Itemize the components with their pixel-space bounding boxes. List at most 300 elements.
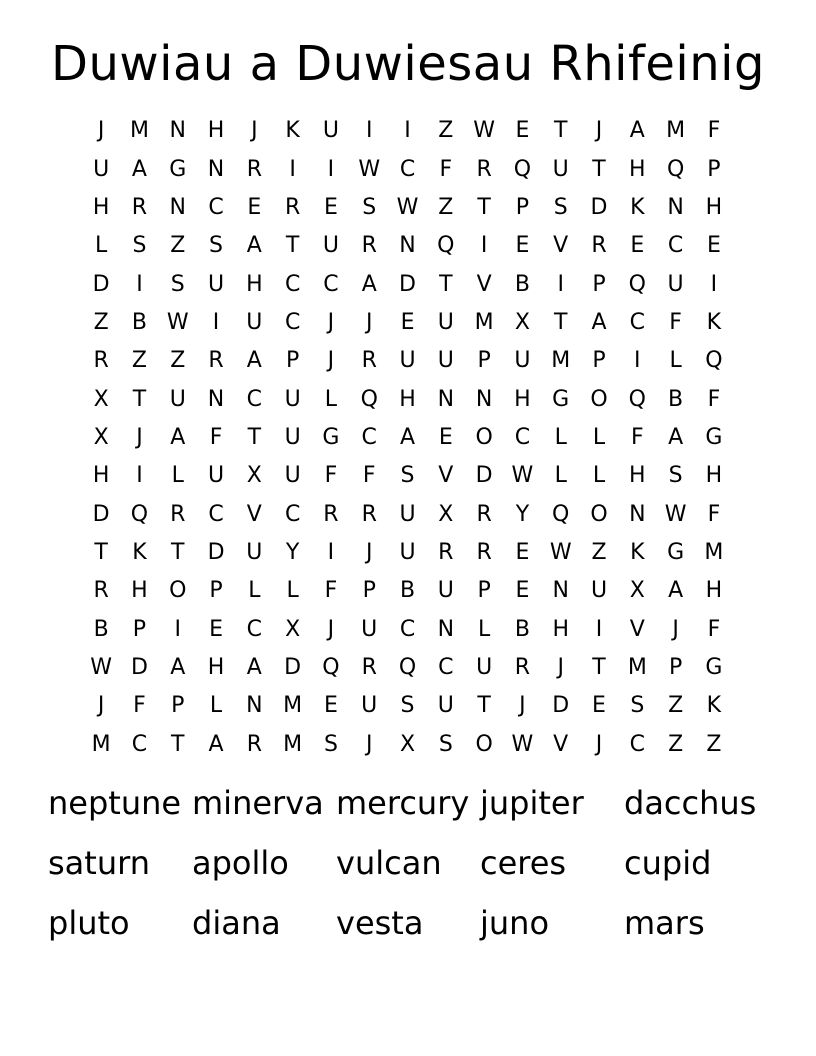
grid-letter: S — [209, 233, 224, 259]
word-list-item: juno — [480, 904, 550, 942]
word-list-item: vesta — [336, 904, 424, 942]
grid-letter: P — [707, 156, 721, 182]
grid-letter: T — [592, 654, 606, 680]
grid-letter: Z — [438, 194, 454, 220]
grid-letter: A — [208, 731, 224, 757]
word-list-item: cupid — [624, 844, 712, 882]
grid-letter: U — [476, 654, 493, 680]
grid-letter: T — [171, 539, 185, 565]
grid-letter: C — [514, 424, 531, 450]
grid-letter: D — [399, 271, 416, 297]
grid-letter: U — [590, 578, 608, 604]
grid-letter: I — [365, 118, 373, 144]
grid-letter: F — [133, 693, 146, 719]
grid-letter: I — [174, 616, 181, 642]
grid-letter: N — [207, 156, 225, 182]
grid-letter: T — [171, 731, 185, 757]
grid-letter: U — [399, 348, 416, 374]
grid-letter: A — [170, 424, 186, 450]
word-list-item: dacchus — [624, 784, 757, 822]
grid-letter: I — [327, 539, 335, 565]
word-list-item: neptune — [48, 784, 182, 822]
grid-letter: F — [669, 309, 682, 335]
grid-letter: M — [91, 731, 111, 757]
grid-letter: H — [207, 118, 225, 144]
grid-letter: W — [511, 463, 534, 489]
grid-letter: C — [284, 501, 301, 527]
grid-letter: R — [438, 539, 454, 565]
grid-letter: U — [437, 309, 454, 335]
grid-letter: P — [477, 578, 491, 604]
grid-letter: C — [246, 616, 263, 642]
grid-letter: T — [553, 309, 568, 335]
grid-letter: I — [710, 271, 718, 297]
grid-letter: Z — [170, 348, 186, 374]
grid-letter: P — [132, 616, 147, 642]
grid-letter: L — [669, 348, 682, 374]
grid-letter: R — [361, 348, 377, 374]
grid-letter: W — [511, 731, 534, 757]
grid-letter: U — [93, 156, 110, 182]
grid-letter: F — [439, 156, 453, 182]
grid-letter: U — [552, 156, 569, 182]
grid-letter: P — [285, 348, 300, 374]
grid-letter: G — [667, 539, 685, 565]
grid-letter: E — [515, 578, 530, 604]
grid-letter: H — [514, 386, 531, 412]
grid-letter: D — [130, 654, 148, 680]
grid-letter: D — [475, 463, 493, 489]
grid-letter: X — [629, 578, 645, 604]
grid-letter: Q — [666, 156, 685, 182]
grid-letter: I — [557, 271, 564, 297]
grid-letter: Z — [591, 539, 607, 565]
grid-letter: C — [438, 654, 454, 680]
grid-letter: B — [131, 309, 147, 335]
grid-letter: L — [554, 463, 567, 489]
grid-letter: J — [327, 309, 335, 335]
grid-letter: L — [592, 463, 606, 489]
grid-letter: A — [629, 118, 645, 144]
grid-letter: N — [169, 118, 186, 144]
grid-letter: U — [667, 271, 684, 297]
grid-letter: L — [477, 616, 491, 642]
grid-letter: T — [247, 424, 262, 450]
grid-letter: E — [630, 233, 645, 259]
grid-letter: N — [246, 693, 263, 719]
grid-letter: R — [284, 194, 301, 220]
grid-letter: J — [595, 118, 603, 144]
grid-letter: B — [399, 578, 416, 604]
grid-letter: F — [209, 424, 223, 450]
grid-letter: C — [131, 731, 148, 757]
grid-letter: G — [705, 424, 723, 450]
grid-letter: T — [592, 156, 606, 182]
grid-letter: H — [705, 463, 723, 489]
grid-letter: Z — [438, 118, 454, 144]
grid-letter: A — [246, 654, 262, 680]
grid-letter: F — [707, 501, 721, 527]
word-list-item: jupiter — [480, 784, 584, 822]
grid-letter: C — [284, 271, 301, 297]
grid-letter: C — [667, 233, 684, 259]
grid-letter: E — [400, 309, 415, 335]
grid-letter: H — [552, 616, 569, 642]
grid-letter: J — [557, 654, 564, 680]
grid-letter: X — [93, 424, 109, 450]
grid-letter: V — [629, 616, 645, 642]
grid-letter: Q — [552, 501, 570, 527]
grid-letter: W — [473, 118, 495, 144]
grid-letter: V — [476, 271, 492, 297]
grid-letter: X — [438, 501, 454, 527]
grid-letter: Q — [705, 348, 723, 374]
grid-letter: P — [668, 654, 683, 680]
grid-letter: O — [590, 501, 608, 527]
grid-letter: A — [246, 348, 262, 374]
grid-letter: J — [672, 616, 679, 642]
grid-letter: R — [476, 501, 492, 527]
grid-letter: Z — [131, 348, 147, 374]
grid-letter: E — [323, 693, 338, 719]
grid-letter: T — [553, 118, 568, 144]
grid-letter: E — [438, 424, 453, 450]
grid-letter: U — [322, 118, 339, 144]
grid-letter: G — [705, 654, 723, 680]
grid-letter: A — [668, 424, 684, 450]
grid-letter: M — [283, 693, 303, 719]
grid-letter: S — [438, 731, 453, 757]
grid-letter: F — [707, 118, 721, 144]
grid-letter: V — [553, 731, 569, 757]
grid-letter: F — [324, 463, 338, 489]
grid-letter: D — [590, 194, 608, 220]
grid-letter: E — [515, 118, 530, 144]
grid-letter: H — [92, 194, 110, 220]
grid-letter: H — [131, 578, 148, 604]
grid-letter: I — [136, 271, 143, 297]
grid-letter: W — [396, 194, 419, 220]
grid-letter: D — [207, 539, 225, 565]
grid-letter: J — [97, 693, 105, 719]
grid-letter: F — [324, 578, 338, 604]
grid-letter: N — [552, 578, 569, 604]
grid-letter: N — [207, 386, 225, 412]
grid-letter: U — [284, 386, 301, 412]
grid-letter: S — [553, 194, 568, 220]
grid-letter: S — [400, 693, 415, 719]
grid-letter: T — [132, 386, 147, 412]
grid-letter: B — [514, 616, 530, 642]
grid-letter: L — [171, 463, 184, 489]
grid-letter: P — [362, 578, 376, 604]
grid-letter: R — [323, 501, 339, 527]
grid-letter: C — [399, 156, 416, 182]
grid-letter: F — [707, 616, 721, 642]
grid-letter: S — [400, 463, 415, 489]
grid-letter: V — [438, 463, 454, 489]
grid-letter: Q — [513, 156, 532, 182]
grid-letter: R — [131, 194, 148, 220]
grid-letter: I — [634, 348, 641, 374]
grid-letter: U — [361, 693, 378, 719]
grid-letter: M — [627, 654, 647, 680]
grid-letter: L — [286, 578, 299, 604]
grid-letter: H — [629, 156, 646, 182]
grid-letter: L — [248, 578, 261, 604]
grid-letter: C — [629, 309, 645, 335]
grid-letter: U — [207, 463, 225, 489]
grid-letter: S — [132, 233, 147, 259]
word-list-item: saturn — [48, 844, 150, 882]
grid-letter: N — [629, 501, 646, 527]
grid-letter: Q — [437, 233, 455, 259]
word-list — [48, 778, 768, 958]
grid-letter: P — [592, 348, 606, 374]
grid-letter: P — [477, 348, 491, 374]
grid-letter: A — [361, 271, 377, 297]
grid-letter: D — [92, 271, 110, 297]
grid-letter: U — [437, 578, 454, 604]
grid-letter: X — [246, 463, 262, 489]
grid-letter: Q — [628, 271, 646, 297]
grid-letter: P — [592, 271, 606, 297]
grid-letter: N — [475, 386, 493, 412]
grid-letter: A — [170, 654, 186, 680]
grid-letter: Z — [170, 233, 186, 259]
grid-letter: I — [327, 156, 335, 182]
grid-letter: Q — [628, 386, 646, 412]
grid-letter: R — [476, 156, 492, 182]
grid-letter: T — [477, 693, 491, 719]
grid-letter: Y — [285, 539, 300, 565]
grid-letter: I — [480, 233, 488, 259]
grid-letter: E — [247, 194, 262, 220]
grid-letter: L — [554, 424, 567, 450]
grid-letter: P — [209, 578, 223, 604]
word-list-item: mercury — [336, 784, 470, 822]
grid-letter: H — [399, 386, 416, 412]
grid-letter: E — [323, 194, 338, 220]
grid-letter: S — [170, 271, 185, 297]
grid-letter: J — [365, 731, 373, 757]
word-list-item: apollo — [192, 844, 289, 882]
grid-letter: K — [132, 539, 147, 565]
grid-letter: O — [475, 424, 493, 450]
grid-letter: E — [209, 616, 223, 642]
grid-letter: V — [246, 501, 262, 527]
grid-letter: Q — [398, 654, 417, 680]
grid-letter: U — [246, 309, 263, 335]
grid-letter: E — [706, 233, 721, 259]
grid-letter: F — [707, 386, 721, 412]
grid-letter: N — [437, 616, 455, 642]
grid-letter: J — [97, 118, 105, 144]
grid-letter: B — [668, 386, 684, 412]
grid-letter: K — [706, 309, 722, 335]
grid-letter: J — [365, 309, 373, 335]
grid-letter: R — [208, 348, 224, 374]
word-list-item: minerva — [192, 784, 324, 822]
grid-letter: P — [515, 194, 530, 220]
grid-letter: N — [437, 386, 455, 412]
grid-letter: U — [246, 539, 263, 565]
grid-letter: C — [399, 616, 416, 642]
grid-letter: E — [592, 693, 606, 719]
grid-letter: I — [404, 118, 411, 144]
grid-letter: D — [284, 654, 302, 680]
grid-letter: W — [90, 654, 113, 680]
grid-letter: S — [323, 731, 338, 757]
grid-letter: R — [170, 501, 186, 527]
grid-letter: V — [553, 233, 569, 259]
grid-letter: U — [514, 348, 531, 374]
grid-letter: S — [362, 194, 377, 220]
grid-letter: J — [136, 424, 143, 450]
grid-letter: O — [169, 578, 187, 604]
grid-letter: C — [208, 194, 224, 220]
grid-letter: H — [246, 271, 263, 297]
grid-letter: A — [668, 578, 684, 604]
grid-letter: X — [93, 386, 109, 412]
grid-letter: Q — [360, 386, 378, 412]
grid-letter: O — [590, 386, 608, 412]
grid-letter: K — [285, 118, 300, 144]
grid-letter: T — [285, 233, 300, 259]
grid-letter: R — [361, 233, 377, 259]
grid-letter: U — [361, 616, 378, 642]
grid-letter: C — [246, 386, 263, 412]
grid-letter: J — [519, 693, 526, 719]
grid-letter: H — [629, 463, 646, 489]
grid-letter: M — [474, 309, 494, 335]
grid-letter: N — [169, 194, 186, 220]
grid-letter: T — [94, 539, 108, 565]
grid-letter: H — [705, 194, 723, 220]
grid-letter: Z — [93, 309, 109, 335]
grid-letter: A — [131, 156, 147, 182]
grid-letter: I — [212, 309, 220, 335]
grid-letter: U — [169, 386, 186, 412]
grid-letter: N — [399, 233, 416, 259]
grid-letter: P — [171, 693, 185, 719]
grid-letter: L — [95, 233, 108, 259]
grid-letter: H — [705, 578, 723, 604]
grid-letter: L — [209, 693, 223, 719]
grid-letter: F — [362, 463, 376, 489]
grid-letter: J — [327, 616, 335, 642]
grid-letter: C — [323, 271, 339, 297]
grid-letter: U — [322, 233, 339, 259]
grid-letter: I — [289, 156, 296, 182]
grid-letter: U — [399, 501, 416, 527]
grid-letter: R — [591, 233, 607, 259]
grid-letter: M — [129, 118, 149, 144]
grid-letter: C — [361, 424, 377, 450]
grid-letter: R — [361, 654, 377, 680]
grid-letter: J — [251, 118, 258, 144]
grid-letter: X — [285, 616, 301, 642]
grid-letter: X — [514, 309, 530, 335]
grid-letter: R — [246, 731, 262, 757]
grid-letter: A — [399, 424, 416, 450]
grid-letter: W — [166, 309, 189, 335]
grid-letter: R — [476, 539, 492, 565]
grid-letter: R — [361, 501, 377, 527]
grid-letter: R — [514, 654, 531, 680]
grid-letter: S — [668, 463, 683, 489]
grid-letter: W — [358, 156, 381, 182]
grid-letter: J — [365, 539, 373, 565]
grid-letter: B — [514, 271, 530, 297]
word-list-item: ceres — [480, 844, 567, 882]
page-title: Duwiau a Duwiesau Rhifeinig — [51, 36, 765, 92]
grid-letter: U — [207, 271, 225, 297]
grid-letter: E — [515, 539, 530, 565]
word-list-item: diana — [192, 904, 281, 942]
word-list-item: pluto — [48, 904, 130, 942]
grid-letter: G — [322, 424, 340, 450]
grid-letter: D — [552, 693, 570, 719]
grid-letter: M — [704, 539, 724, 565]
grid-letter: U — [399, 539, 416, 565]
grid-letter: R — [246, 156, 262, 182]
grid-letter: M — [551, 348, 571, 374]
letter-grid — [82, 112, 733, 764]
grid-letter: S — [630, 693, 645, 719]
grid-letter: T — [477, 194, 491, 220]
word-list-item: vulcan — [336, 844, 442, 882]
grid-letter: O — [475, 731, 493, 757]
grid-letter: C — [284, 309, 301, 335]
grid-letter: C — [629, 731, 645, 757]
grid-letter: T — [439, 271, 453, 297]
grid-letter: M — [666, 118, 686, 144]
grid-letter: Y — [515, 501, 530, 527]
grid-letter: H — [207, 654, 225, 680]
grid-letter: G — [169, 156, 187, 182]
word-list-item: mars — [624, 904, 705, 942]
grid-letter: D — [92, 501, 110, 527]
grid-letter: I — [136, 463, 143, 489]
grid-letter: Z — [706, 731, 722, 757]
grid-letter: F — [630, 424, 644, 450]
grid-letter: Q — [130, 501, 149, 527]
grid-letter: U — [437, 693, 454, 719]
grid-letter: Z — [668, 693, 684, 719]
grid-letter: H — [92, 463, 110, 489]
grid-letter: N — [667, 194, 684, 220]
grid-letter: G — [552, 386, 570, 412]
grid-letter: U — [437, 348, 454, 374]
grid-letter: X — [399, 731, 416, 757]
grid-letter: I — [595, 616, 603, 642]
grid-letter: A — [591, 309, 607, 335]
grid-letter: Q — [322, 654, 340, 680]
grid-letter: K — [706, 693, 722, 719]
grid-letter: C — [208, 501, 224, 527]
grid-letter: W — [549, 539, 572, 565]
grid-letter: W — [664, 501, 687, 527]
grid-letter: U — [284, 463, 301, 489]
grid-letter: J — [327, 348, 335, 374]
grid-letter: U — [284, 424, 301, 450]
grid-letter: K — [630, 194, 645, 220]
grid-letter: E — [515, 233, 530, 259]
grid-letter: R — [93, 578, 109, 604]
grid-letter: Z — [668, 731, 684, 757]
grid-letter: M — [283, 731, 303, 757]
